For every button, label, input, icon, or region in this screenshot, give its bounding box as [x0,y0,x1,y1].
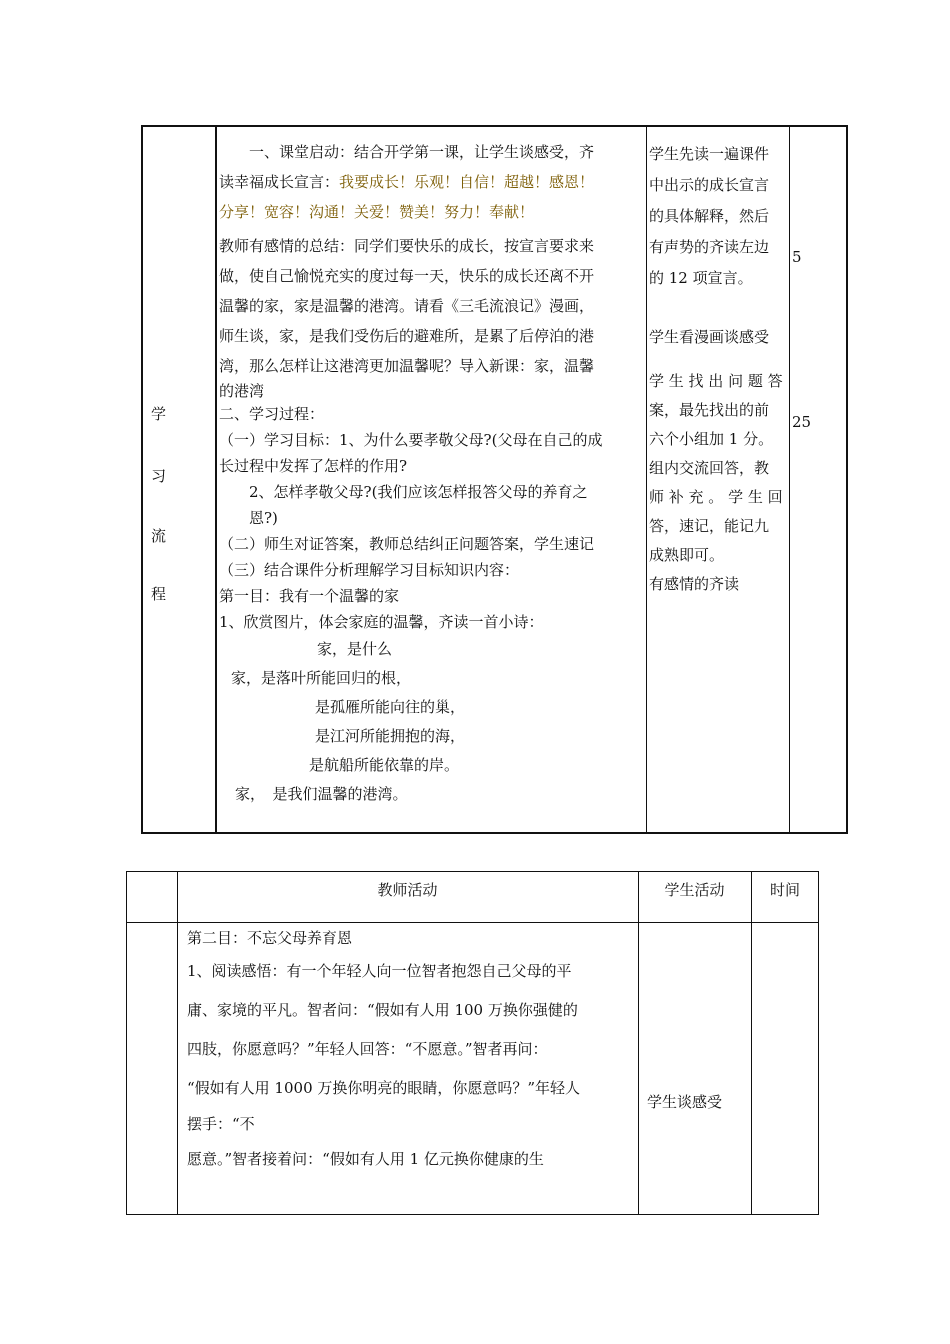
process-line: 2、怎样孝敬父母?(我们应该怎样报答父母的养育之 [249,483,588,501]
summary-line: 温馨的家，家是温馨的港湾。请看《三毛流浪记》漫画， [219,297,595,315]
declaration-highlight: 分享！宽容！沟通！关爱！赞美！努力！奉献！ [219,203,535,221]
student-line: 的具体解释，然后 [649,207,770,225]
column-divider [751,872,752,1214]
poem [219,635,645,809]
teacher-line: 愿意。”智者接着问：“假如有人用 1 亿元换你健康的生 [187,1150,544,1168]
poem-line: 家， 是我们温馨的港湾。 [235,785,408,803]
poem-line: 是航船所能依靠的岸。 [309,756,460,774]
student-line: 学 生 找 出 问 题 答 [649,372,783,390]
teacher-line: 庸、家境的平凡。智者问：“假如有人用 100 万换你强健的 [187,1001,578,1019]
process-line: （三）结合课件分析理解学习目标知识内容： [219,561,520,579]
summary-line: 做，使自己愉悦充实的度过每一天，快乐的成长还离不开 [219,267,595,285]
header-divider [127,922,818,923]
process-line: （一）学习目标：1、为什么要孝敬父母?(父母在自己的成 [219,431,603,449]
teacher-line: 四肢，你愿意吗？”年轻人回答：“不愿意。”智者再问： [187,1040,548,1058]
header-time: 时间 [769,881,800,899]
student-line: 六个小组加 1 分。 [649,430,774,448]
poem-line: 是江河所能拥抱的海， [315,727,466,745]
column-divider [646,127,647,832]
student-line: 有感情的齐读 [649,575,740,593]
summary-line: 湾，那么怎样让这港湾更加温馨呢？导入新课：家，温馨 [219,357,595,375]
declaration-highlight: 我要成长！乐观！自信！超越！感恩！ [339,173,595,191]
time-value: 25 [792,413,812,431]
student-line: 组内交流回答，教 [649,459,770,477]
poem-line: 家，是什么 [317,640,393,658]
side-label-char: 流 [151,527,167,545]
process-line: 第一目：我有一个温馨的家 [219,587,400,605]
intro-line: 一、课堂启动：结合开学第一课，让学生谈感受，齐 [249,143,595,161]
student-line: 学生先读一遍课件 [649,145,770,163]
header-student-activity: 学生活动 [664,881,725,899]
teacher-line: “假如有人用 1000 万换你明亮的眼睛，你愿意吗？”年轻人 [187,1079,581,1097]
side-label-char: 程 [151,585,167,603]
teacher-student-activity-table [126,871,819,1215]
poem-line: 家，是落叶所能回归的根， [231,669,412,687]
student-line: 中出示的成长宣言 [649,176,770,194]
column-divider [177,872,178,1214]
poem-line: 是孤雁所能向往的巢， [315,698,466,716]
student-line: 有声势的齐读左边 [649,238,770,256]
student-activity-text: 学生谈感受 [647,1093,723,1111]
column-divider [638,872,639,1214]
student-line: 成熟即可。 [649,546,725,564]
teacher-line: 摆手：“不 [187,1115,255,1133]
teacher-line: 1、阅读感悟：有一个年轻人向一位智者抱怨自己父母的平 [187,962,572,980]
student-activity-cell [649,139,789,599]
header-teacher-activity: 教师活动 [377,881,438,899]
process-line: （二）师生对证答案，教师总结纠正问题答案，学生速记 [219,535,595,553]
process-line: 恩?) [249,509,278,527]
teacher-activity-cell [219,137,645,809]
summary-line: 教师有感情的总结：同学们要快乐的成长，按宣言要求来 [219,237,595,255]
teacher-activity-cell [187,924,637,1179]
lesson-flow-table [141,125,848,834]
teacher-line: 第二目：不忘父母养育恩 [187,929,353,947]
student-line: 答，速记，能记九 [649,517,770,535]
summary-line: 师生谈，家，是我们受伤后的避难所，是累了后停泊的港 [219,327,595,345]
side-label-char: 习 [151,467,167,485]
process-line: 1、欣赏图片，体会家庭的温馨，齐读一首小诗： [219,613,544,631]
time-value: 5 [792,248,802,266]
student-line: 的 12 项宣言。 [649,269,753,287]
process-line: 长过程中发挥了怎样的作用? [219,457,408,475]
process-line: 二、学习过程： [219,405,325,423]
intro-prefix: 读幸福成长宣言： [219,173,340,191]
student-line: 学生看漫画谈感受 [649,328,770,346]
column-divider [789,127,790,832]
side-label-char: 学 [151,405,167,423]
summary-line: 的港湾 [219,382,265,400]
column-divider [215,127,217,832]
intro-line [219,167,645,197]
student-line: 案，最先找出的前 [649,401,770,419]
student-line: 师 补 充 。 学 生 回 [649,488,783,506]
